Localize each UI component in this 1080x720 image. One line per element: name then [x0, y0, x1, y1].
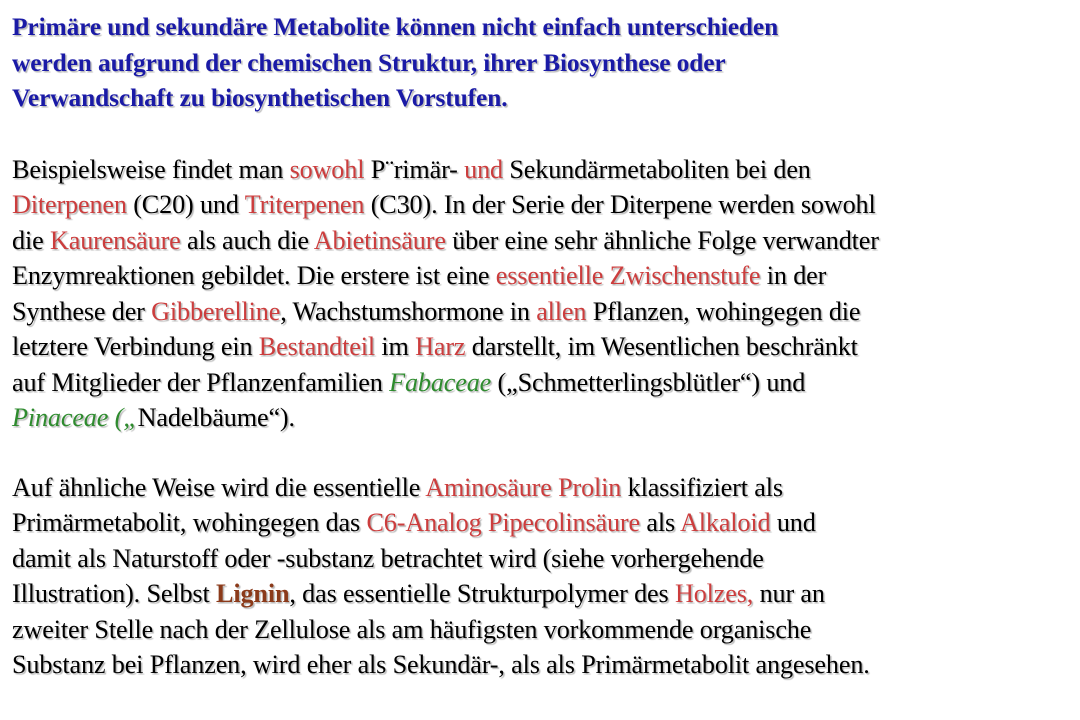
text-line	[12, 541, 1060, 577]
text-run: die	[12, 225, 50, 255]
text-run: Illustration). Selbst	[12, 579, 217, 608]
text-run: Pflanzen, wohingegen die	[586, 296, 861, 326]
highlighted-term: allen	[536, 296, 587, 326]
text-run: in der	[760, 261, 827, 290]
text-run: Primäre und sekundäre Metabolite können nicht einfach unterschieden	[12, 13, 779, 41]
highlighted-term: Holzes,	[674, 579, 754, 608]
text-line	[12, 258, 1060, 294]
text-line	[12, 152, 1060, 188]
text-run: Synthese der	[12, 296, 152, 326]
text-run: (C20) und	[126, 190, 245, 219]
text-line	[12, 294, 1060, 330]
text-run: auf Mitglieder der Pflanzenfamilien	[12, 367, 390, 397]
highlighted-term: C6-Analog Pipecolinsäure	[366, 508, 640, 537]
text-line	[12, 400, 1060, 436]
highlighted-term: Lignin	[216, 579, 290, 608]
text-run: damit als Naturstoff oder -substanz betrachtet wird (siehe vorhergehende	[12, 543, 764, 573]
highlighted-term: sowohl	[289, 154, 365, 184]
highlighted-term: Abietinsäure	[313, 225, 446, 255]
text-run: („Schmetterlingsblütler“) und	[491, 367, 806, 397]
text-line	[12, 10, 1060, 46]
highlighted-term: Harz	[415, 332, 466, 361]
text-run: Verwandschaft zu biosynthetischen Vorstufen.	[12, 84, 508, 112]
text-line	[12, 576, 1060, 612]
text-run: letztere Verbindung ein	[12, 332, 259, 361]
text-line	[12, 647, 1060, 683]
highlighted-term: Fabaceae	[389, 367, 492, 397]
text-run: Enzymreaktionen gebildet. Die erstere ist eine	[12, 261, 496, 290]
text-run: zweiter Stelle nach der Zellulose als am häufigsten vorkommende organische	[12, 614, 812, 644]
highlighted-term: Bestandteil	[258, 332, 375, 361]
text-run: Beispielsweise findet man	[12, 154, 290, 184]
text-line	[12, 223, 1060, 259]
highlighted-term: Gibberelline	[151, 296, 281, 326]
highlighted-term: Pinaceae („	[12, 403, 138, 432]
text-run: und	[770, 508, 816, 537]
highlighted-term: Triterpenen	[244, 190, 365, 219]
text-line	[12, 365, 1060, 401]
text-run: darstellt, im Wesentlichen beschränkt	[465, 332, 858, 361]
highlighted-term: Kaurensäure	[49, 225, 181, 255]
highlighted-term: Diterpenen	[12, 190, 127, 219]
text-run: als auch die	[180, 225, 314, 255]
text-line	[12, 46, 1060, 82]
text-line	[12, 505, 1060, 541]
highlighted-term: Alkaloid	[679, 508, 771, 537]
text-run: Auf ähnliche Weise wird die essentielle	[12, 472, 426, 502]
text-run: über eine sehr ähnliche Folge verwandter	[445, 225, 879, 255]
text-run: als	[639, 508, 680, 537]
text-line	[12, 612, 1060, 648]
text-run: Nadelbäume“).	[137, 403, 295, 432]
slide-content	[12, 10, 1060, 683]
text-run: P¨rimär-	[364, 154, 465, 184]
text-run: Sekundärmetaboliten bei den	[502, 154, 811, 184]
text-run: (C30). In der Serie der Diterpene werden sowohl	[364, 190, 876, 219]
body-paragraph-1	[12, 152, 1060, 436]
text-run: , Wachstumshormone in	[280, 296, 537, 326]
text-line	[12, 81, 1060, 117]
highlighted-term: essentielle Zwischenstufe	[495, 261, 761, 290]
highlighted-term: Aminosäure Prolin	[425, 472, 622, 502]
text-line	[12, 329, 1060, 365]
text-run: klassifiziert als	[621, 472, 783, 502]
text-run: werden aufgrund der chemischen Struktur, ihrer Biosynthese oder	[12, 48, 726, 77]
text-run: im	[374, 332, 416, 361]
heading-paragraph	[12, 10, 1060, 117]
text-run: Primärmetabolit, wohingegen das	[12, 508, 367, 537]
text-run: , das essentielle Strukturpolymer des	[289, 579, 675, 608]
body-paragraph-2	[12, 470, 1060, 683]
text-line	[12, 187, 1060, 223]
text-line	[12, 470, 1060, 506]
highlighted-term: und	[464, 154, 503, 184]
text-run: nur an	[753, 579, 825, 608]
text-run: Substanz bei Pflanzen, wird eher als Sekundär-, als als Primärmetabolit angesehen.	[12, 650, 870, 679]
